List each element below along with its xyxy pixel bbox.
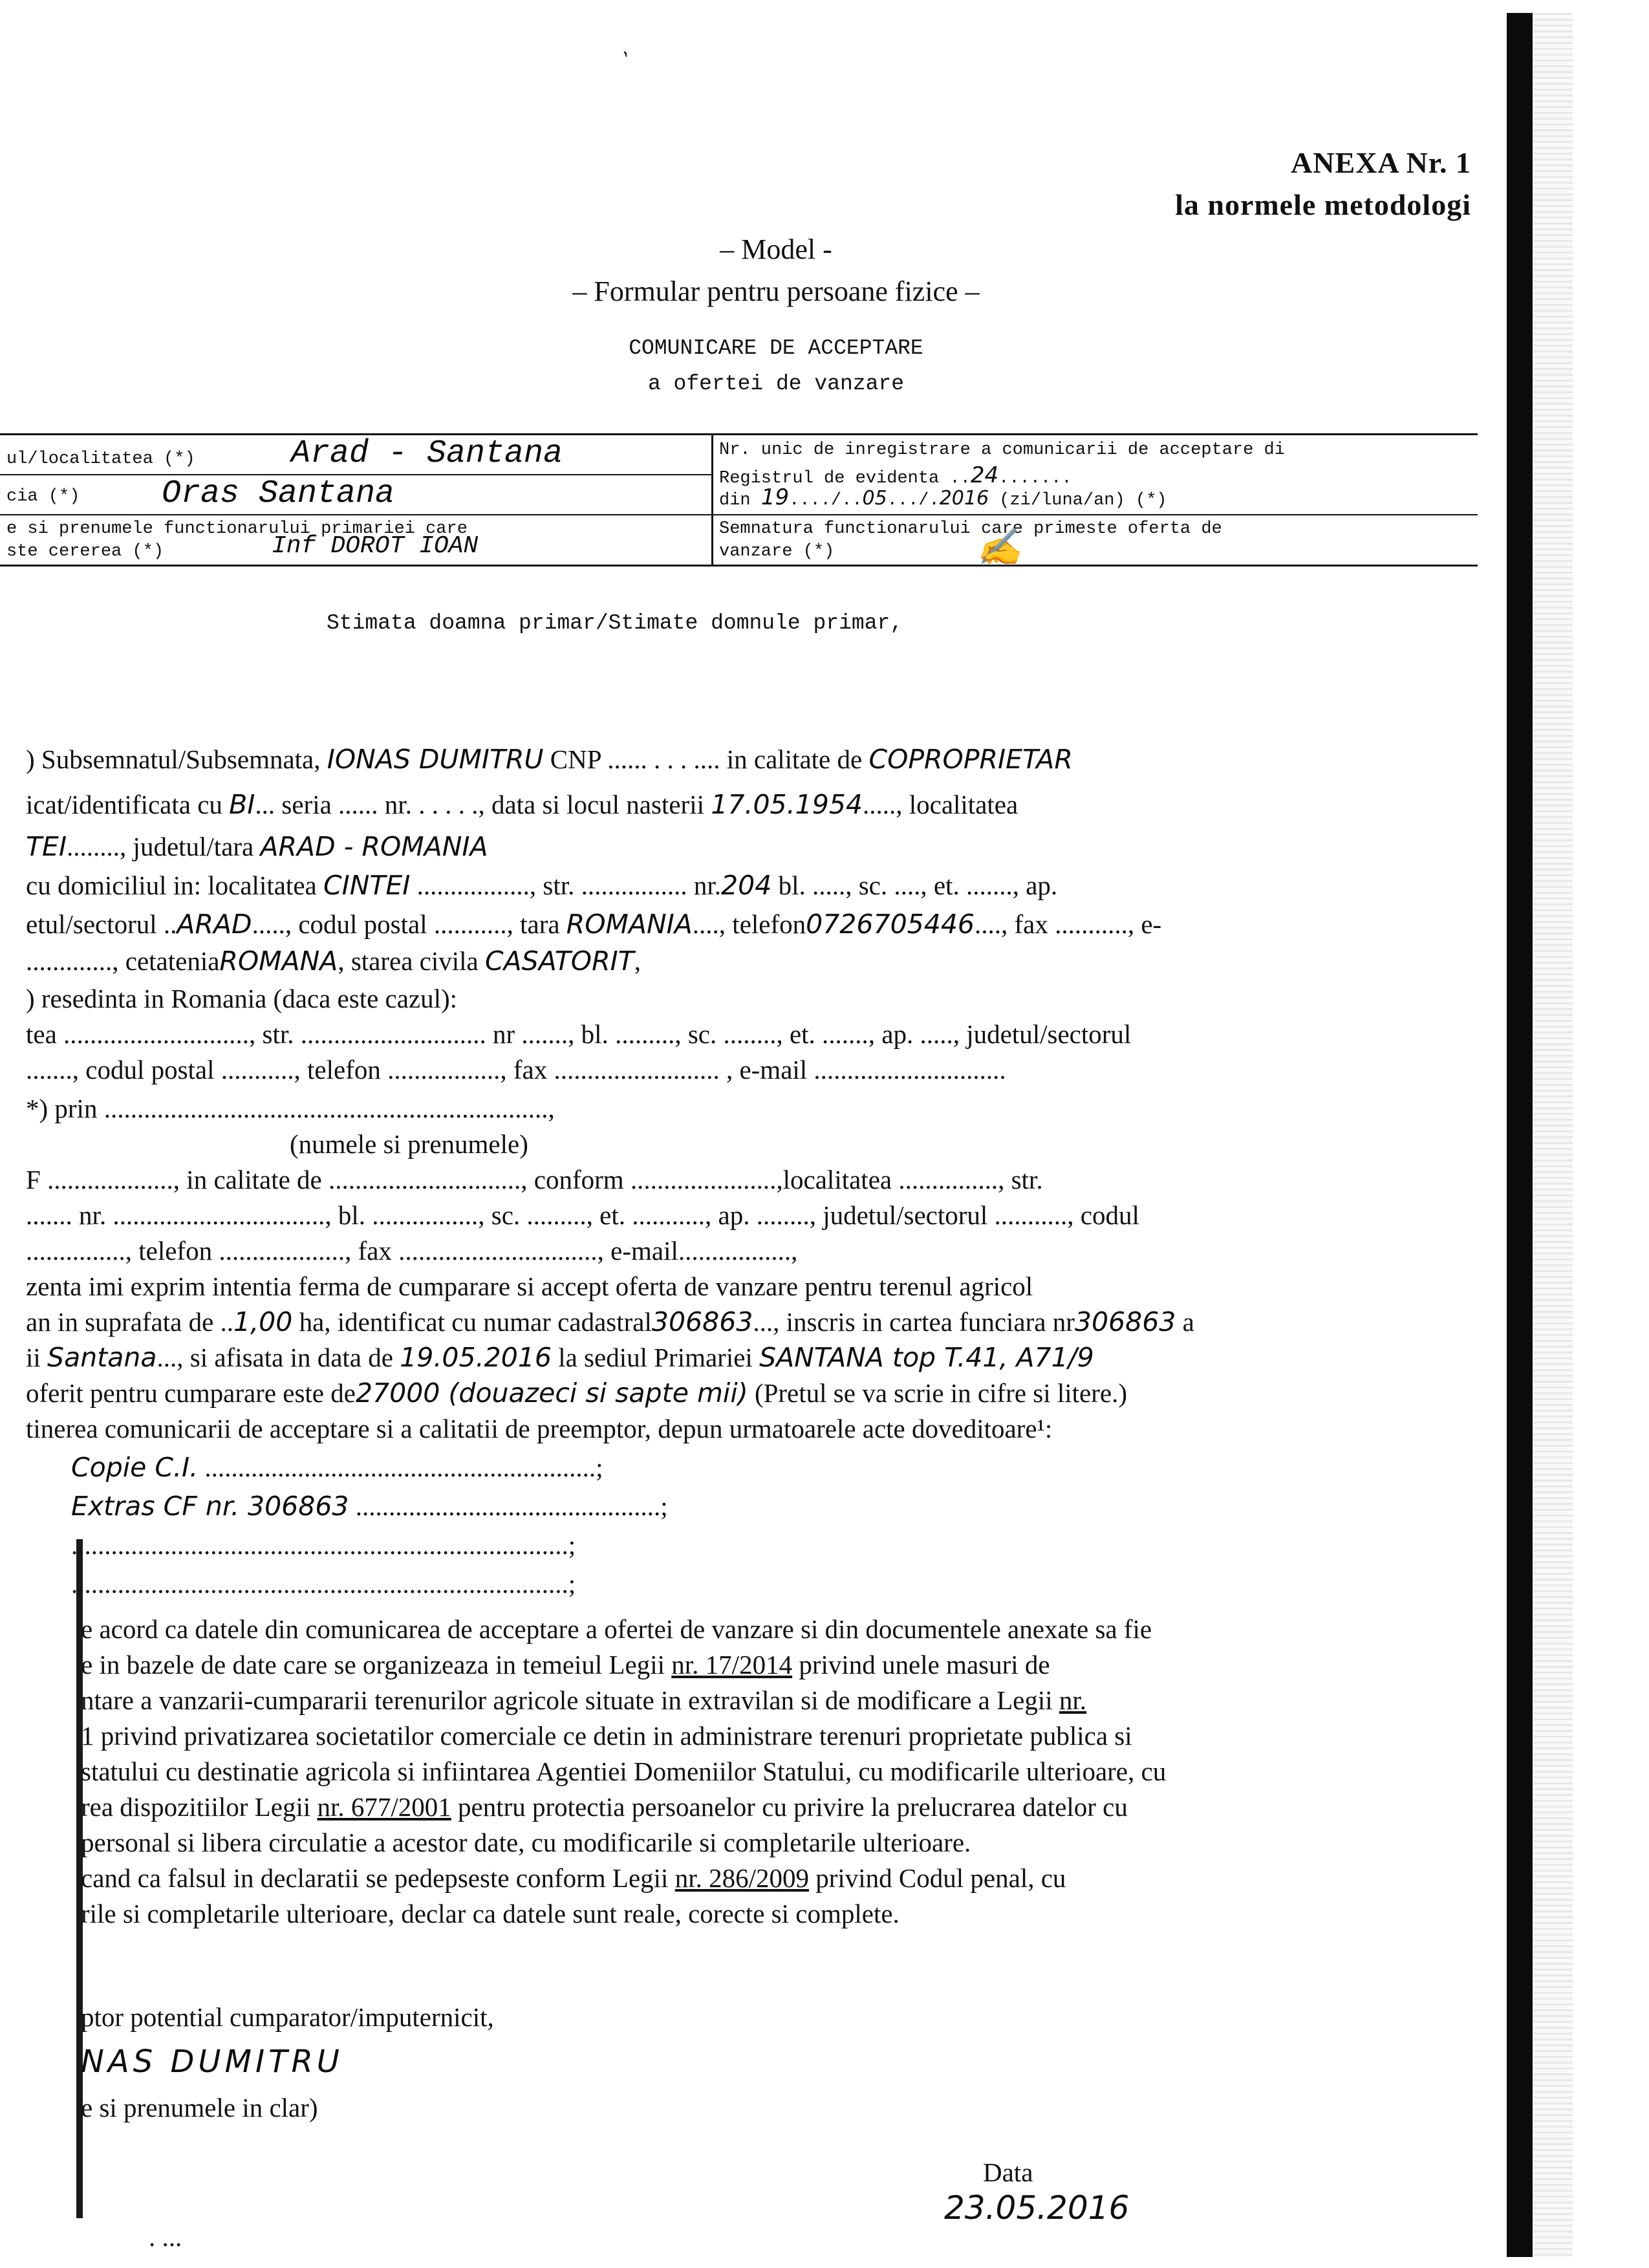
attachment-2: Extras CF nr. 306863 ..............................................; [71, 1491, 668, 1522]
signatory-name: NAS DUMITRU [81, 2044, 343, 2080]
signatory-label: ptor potential cumparator/imputernicit, [81, 2002, 494, 2032]
county-line: TEI........, judetul/tara ARAD - ROMANIA [26, 831, 488, 862]
intent-line: zenta imi exprim intentia ferma de cumparare si accept oferta de vanzare pentru terenul agricol [26, 1271, 1033, 1301]
table-row-line [0, 514, 1478, 515]
annex-title: ANEXA Nr. 1 [1291, 146, 1471, 179]
signatory-caption: e si prenumele in clar) [81, 2093, 318, 2122]
residence-line: ) resedinta in Romania (daca este cazul): [26, 984, 458, 1013]
clerk-signature-label-2: vanzare (*) [719, 542, 835, 561]
date-value: 23.05.2016 [944, 2189, 1130, 2227]
citizenship-line: ............., cetateniaROMANA, starea civila CASATORIT, [26, 945, 641, 977]
attachment-1: Copie C.I. ...........................................................; [71, 1452, 603, 1483]
model-label: – Model - [720, 233, 832, 265]
land-line: an in suprafata de ..1,00 ha, identificat cu numar cadastral306863..., inscris in cartea funciara nr306863 a [26, 1306, 1194, 1337]
consent-line-9: rile si completarile ulterioare, declar ca datele sunt reale, corecte si complete. [81, 1899, 900, 1928]
consent-line-6: rea dispozitiilor Legii nr. 677/2001 pentru protectia persoanelor cu privire la prelucrarea datelor cu [81, 1792, 1128, 1822]
residence-contact-line: ......., codul postal ..........., telefon ................., fax ......................... , e-mail ............................. [26, 1055, 1006, 1085]
heading-line1: COMUNICARE DE ACCEPTARE [629, 336, 923, 360]
consent-line-2: e in bazele de date care se organizeaza in temeiul Legii nr. 17/2014 privind unele masuri de [81, 1650, 1050, 1679]
footer-dots: . ... [149, 2222, 182, 2252]
primarie-label: cia (*) [6, 487, 80, 506]
id-line: icat/identificata cu BI... seria ...... nr. . . . . ., data si locul nasterii 17.05.1954....., localitatea [26, 789, 1018, 820]
clerk-label: e si prenumele functionarului primariei care [6, 519, 468, 539]
consent-line-5: statului cu destinatie agricola si infiintarea Agentiei Domeniilor Statului, cu modificarile ulterioare, cu [81, 1756, 1167, 1786]
locality-label: ul/localitatea (*) [6, 449, 195, 469]
attachment-4: ...........................................................................; [71, 1569, 576, 1599]
proxy-details-line: F ..................., in calitate de ............................., conform ......................,localitatea ..............., str. [26, 1165, 1043, 1194]
domicile-line: cu domiciliul in: localitatea CINTEI ................., str. ................ nr.204 bl. ....., sc. ...., et. ......., ap. [26, 870, 1058, 901]
date-label: Data [983, 2157, 1033, 2187]
consent-line-4: 1 privind privatizarea societatilor comerciale ce detin in administrare terenuri proprietate publica si [81, 1721, 1132, 1751]
registration-date: din 19..../..05.../.2016 (zi/luna/an) (*) [719, 484, 1167, 510]
clerk-signature-label: Semnatura functionarului care primeste oferta de [719, 519, 1222, 539]
proxy-address-line: ....... nr. ................................, bl. ................, sc. ........., et. ..........., ap. ........, judetul/sectorul ..........., codul [26, 1200, 1139, 1230]
residence-address-line: tea ............................, str. ............................ nr ......., bl. ........., sc. ........, et. ......., ap. ....., judetul/sectorul [26, 1019, 1132, 1049]
clerk-signature: ✍ [976, 529, 1022, 570]
heading-line2: a ofertei de vanzare [647, 372, 905, 396]
documents-line: tinerea comunicarii de acceptare si a calitatii de preemptor, depun urmatoarele acte doveditoare¹: [26, 1414, 1053, 1443]
proxy-line: *) prin ..................................................................., [26, 1094, 555, 1123]
locality-value: Arad - Santana [291, 435, 563, 472]
primarie-value: Oras Santana [162, 475, 395, 512]
salutation: Stimata doamna primar/Stimate domnule primar, [327, 611, 903, 635]
proxy-contact-line: ..............., telefon ..................., fax .............................., e-mail................., [26, 1236, 798, 1266]
attachment-3: ...........................................................................; [71, 1530, 576, 1560]
contact-line: etul/sectorul ..ARAD....., codul postal ..........., tara ROMANIA...., telefon0726705446...., fax ..........., e- [26, 909, 1162, 940]
price-line: oferit pentru cumparare este de27000 (douazeci si sapte mii) (Pretul se va scrie in cifre si litere.) [26, 1377, 1127, 1409]
consent-line-7: personal si libera circulatie a acestor date, cu modificarile si completarile ulterioare. [81, 1828, 971, 1857]
posting-line: ii Santana..., si afisata in data de 19.05.2016 la sediul Primariei SANTANA top T.41, A71/9 [26, 1342, 1094, 1373]
clerk-value: Inf DOROT IOAN [272, 532, 479, 560]
annex-subtitle: la normele metodologi [1175, 188, 1471, 221]
consent-line-1: e acord ca datele din comunicarea de acceptare a ofertei de vanzare si din documentele anexate sa fie [81, 1614, 1152, 1644]
consent-line-3: ntare a vanzarii-cumpararii terenurilor agricole situate in extravilan si de modificare a Legii nr. [81, 1685, 1087, 1715]
form-label: – Formular pentru persoane fizice – [572, 275, 980, 307]
proxy-caption: (numele si prenumele) [290, 1129, 528, 1159]
registration-table [0, 433, 1478, 570]
register-label: Registrul de evidenta ..24....... [719, 462, 1072, 488]
table-divider [711, 435, 713, 565]
clerk-label-2: ste cererea (*) [6, 542, 164, 561]
consent-line-8: cand ca falsul in declaratii se pedepseste conform Legii nr. 286/2009 privind Codul penal, cu [81, 1863, 1066, 1893]
registration-number-label: Nr. unic de inregistrare a comunicarii de acceptare di [719, 440, 1285, 460]
scan-speck: ˋ [610, 45, 633, 76]
applicant-line: ) Subsemnatul/Subsemnata, IONAS DUMITRU CNP ...... . . . .... in calitate de COPROPRIETAR [26, 744, 1073, 775]
